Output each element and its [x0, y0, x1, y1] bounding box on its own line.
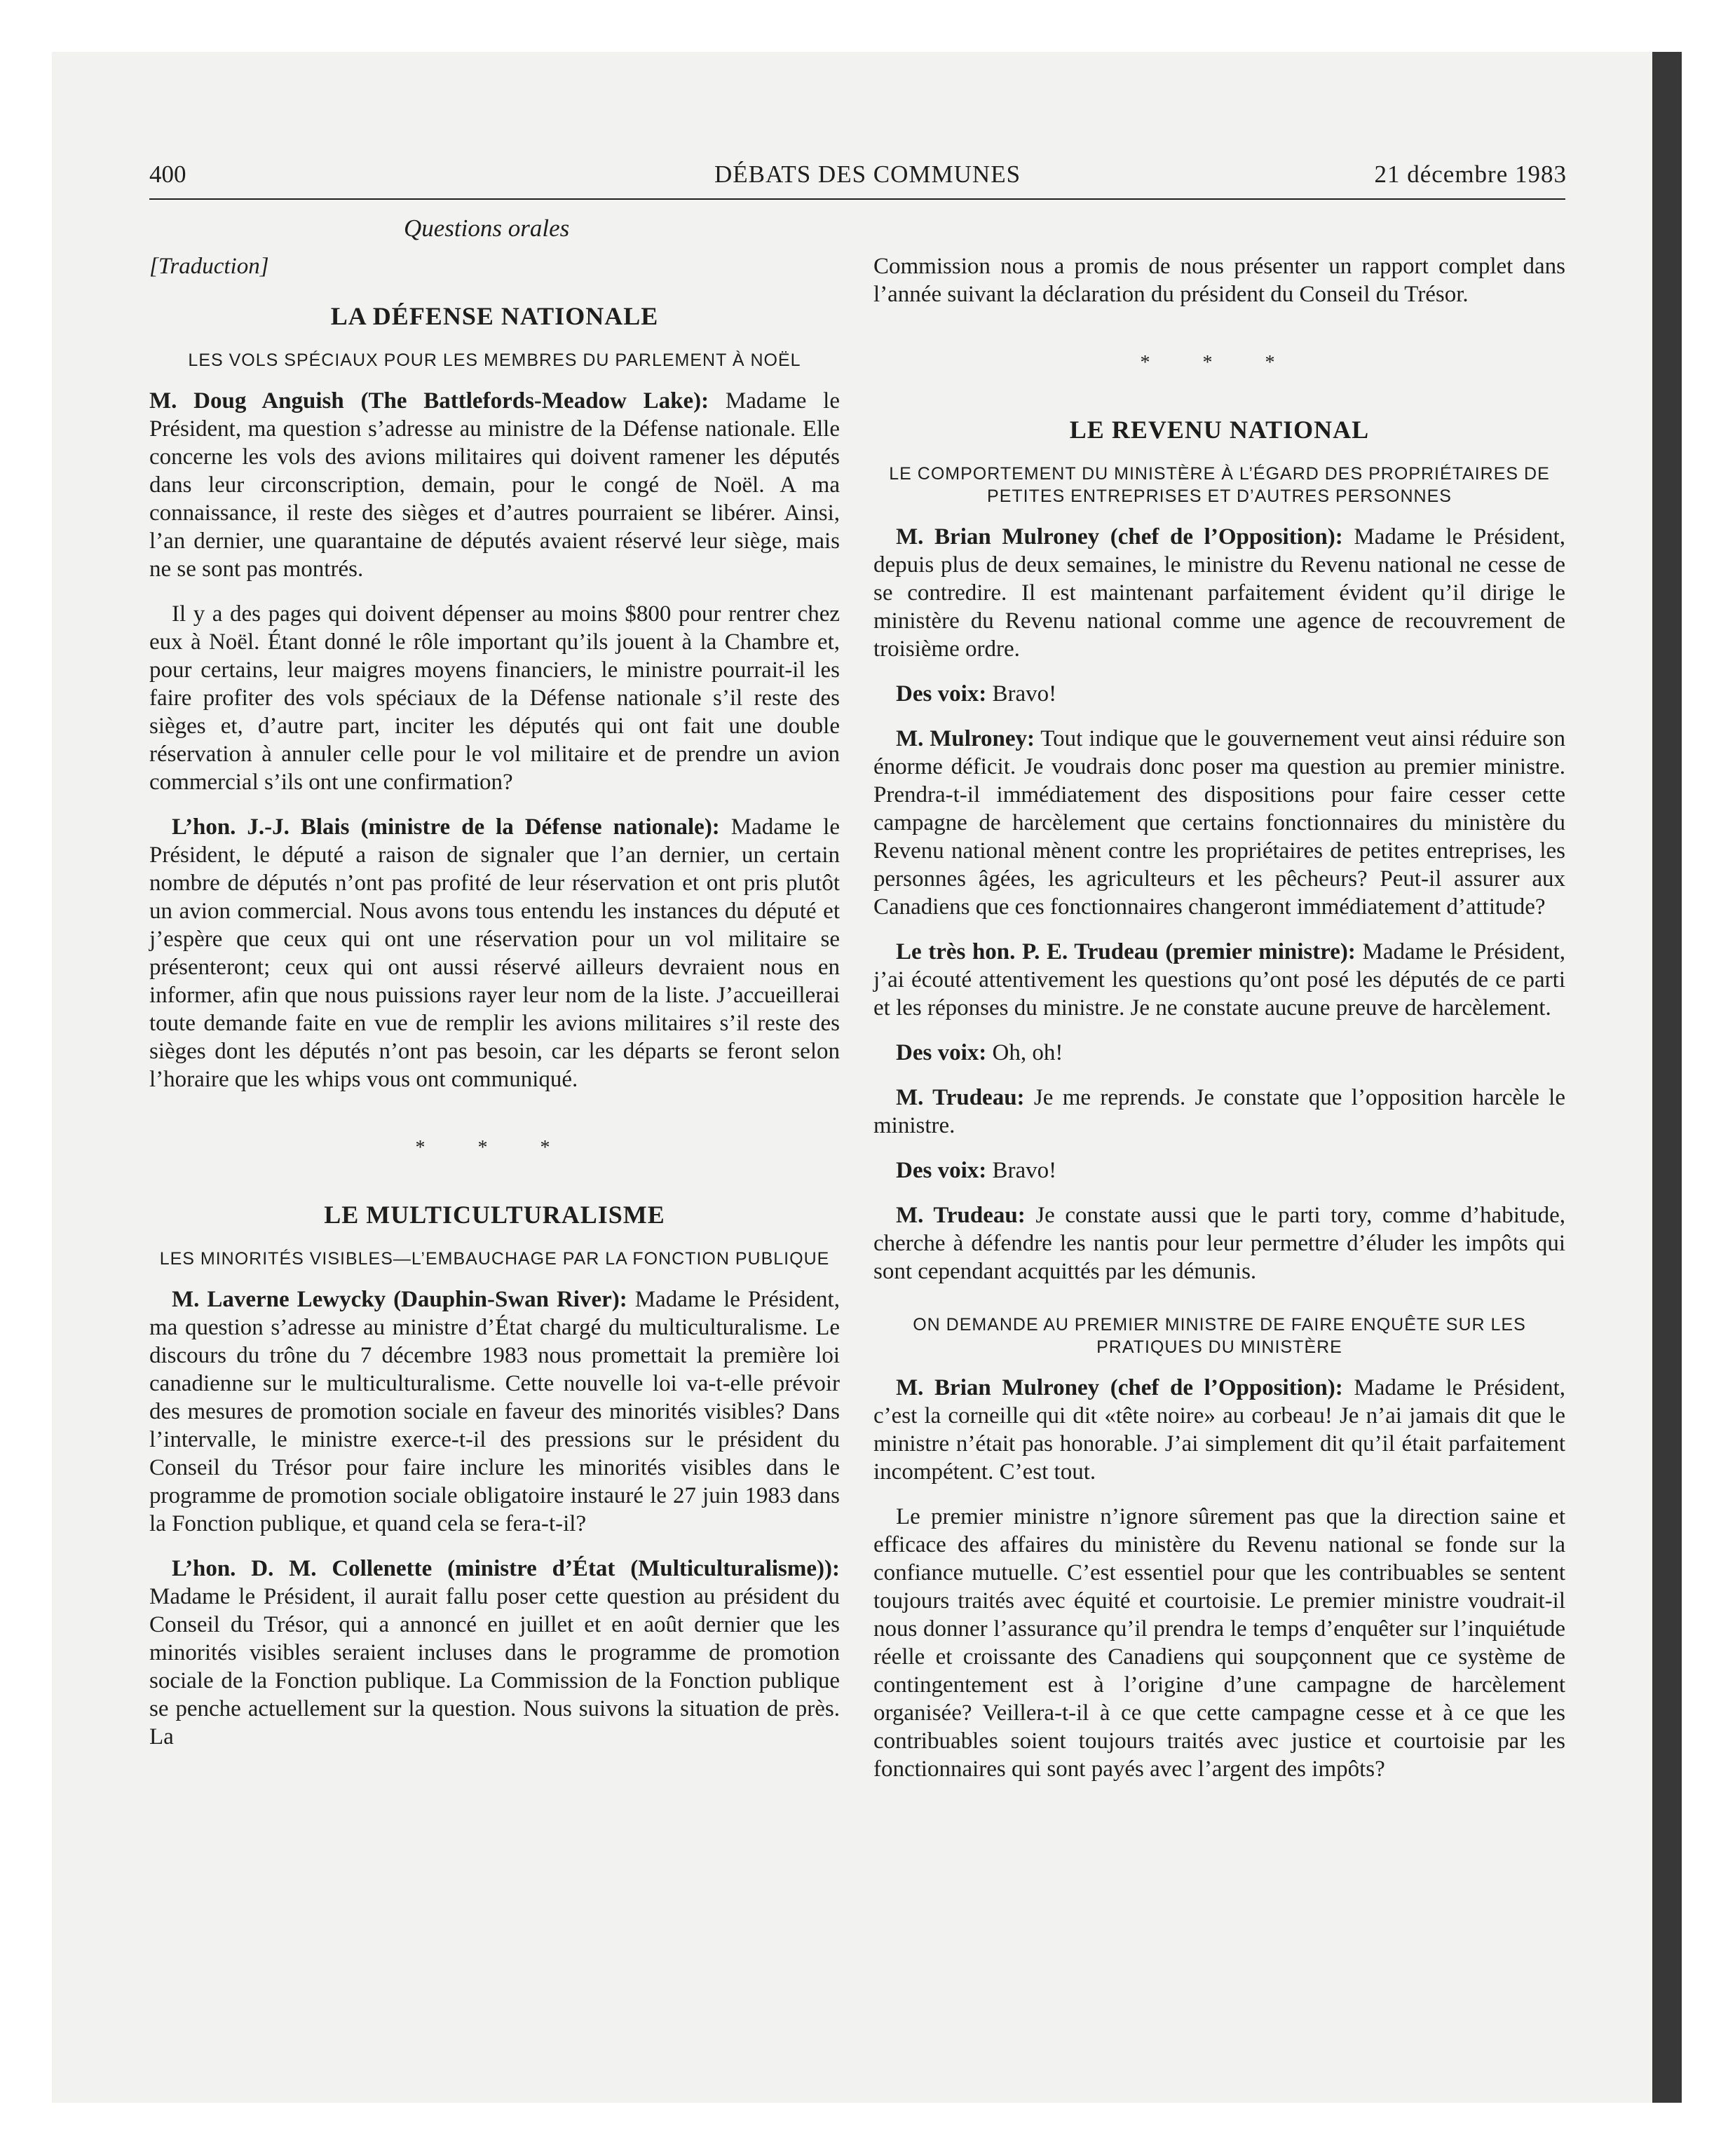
heading-defense-nationale: LA DÉFENSE NATIONALE	[330, 302, 659, 330]
subheading-minorites-visibles: LES MINORITÉS VISIBLES—L’EMBAUCHAGE PAR LA FONCTION PUBLIQUE	[159, 1249, 830, 1269]
page-date: 21 décembre 1983	[1374, 161, 1567, 188]
heading-multiculturalisme: LE MULTICULTURALISME	[324, 1201, 665, 1229]
publication-title: DÉBATS DES COMMUNES	[714, 161, 1021, 188]
speaker: L’hon. J.-J. Blais (ministre de la Défense nationale):	[172, 814, 720, 840]
right-column	[873, 252, 1565, 1783]
paragraph	[149, 387, 840, 583]
speaker: M. Brian Mulroney (chef de l’Opposition):	[896, 524, 1343, 550]
paragraph	[149, 1555, 840, 1751]
speaker: M. Brian Mulroney (chef de l’Opposition):	[896, 1375, 1343, 1400]
translation-note: [Traduction]	[149, 254, 269, 279]
paragraph	[873, 725, 1565, 921]
paragraph	[873, 1084, 1565, 1140]
speaker: M. Trudeau:	[896, 1203, 1026, 1228]
paragraph	[873, 1201, 1565, 1285]
speech-text: Madame le Président, ma question s’adresse au ministre de la Défense nationale. Elle concerne les vols des avions militaires qui doivent ramener les députés dans leur circonscription, demain, pour le congé de Noël. A ma connaissance, il reste des sièges et d’autres pourraient se libérer. Ainsi, l’an dernier, une quarantaine de députés avaient réservé leur siège, mais ne se sont pas montrés.	[149, 388, 840, 582]
section-label: Questions orales	[404, 214, 570, 242]
speech-text: Bravo!	[986, 1158, 1057, 1183]
speech-text: Madame le Président, ma question s’adresse au ministre d’État chargé du multiculturalisme. Le discours du trône du 7 décembre 1983 nous promettait la première loi canadienne sur le multiculturalisme. Cette nouvelle loi va-t-elle prévoir des mesures de promotion sociale en faveur des minorités visibles? Dans l’intervalle, le ministre exerce-t-il des pressions sur le président du Conseil du Trésor pour faire inclure les minorités visibles dans le programme de promotion sociale obligatoire instauré le 27 juin 1983 dans la Fonction publique, et quand cela se fera-t-il?	[149, 1287, 840, 1536]
speech-text: Bravo!	[986, 681, 1057, 707]
header-rule	[149, 198, 1565, 200]
page-number: 400	[149, 161, 186, 188]
left-column	[149, 252, 840, 1751]
paragraph	[149, 1285, 840, 1538]
speech-text: Madame le Président, j’ai écouté attentivement les questions qu’ont posé les députés de ce parti et les réponses du ministre. Je ne constate aucune preuve de harcèlement.	[873, 939, 1566, 1021]
paragraph: Le premier ministre n’ignore sûrement pas que la direction saine et efficace des affaires du ministère du Revenu national se fonde sur la confiance mutuelle. C’est essentiel pour que les contribuables se sentent toujours traités avec équité et courtoisie. Le premier ministre voudrait-il nous donner l’assurance qu’il prendra le temps d’enquêter sur l’inquiétude réelle et croissante des Canadiens qui soupçonnent que ce système de contingentement est à l’origine d’une campagne de harcèlement organisée? Veillera-t-il à ce que cette campagne cesse et à ce que les contribuables soient toujours traités avec justice et courtoisie par les fonctionnaires qui sont payés avec l’argent des impôts?	[873, 1504, 1565, 1782]
speaker: M. Mulroney:	[896, 726, 1035, 751]
paragraph	[873, 938, 1565, 1022]
heading-revenu-national: LE REVENU NATIONAL	[1069, 416, 1370, 444]
speaker: M. Laverne Lewycky (Dauphin-Swan River):	[172, 1287, 627, 1312]
speaker: Le très hon. P. E. Trudeau (premier ministre):	[896, 939, 1356, 964]
speech-text: Je me reprends. Je constate que l’opposition harcèle le ministre.	[873, 1085, 1565, 1138]
paragraph	[873, 1374, 1565, 1486]
scan-edge-bar	[1652, 52, 1682, 2103]
paragraph-continuation: Commission nous a promis de nous présenter un rapport complet dans l’année suivant la déclaration du président du Conseil du Trésor.	[873, 254, 1565, 307]
subheading-comportement-ministere: LE COMPORTEMENT DU MINISTÈRE À L’ÉGARD DES PROPRIÉTAIRES DE PETITES ENTREPRISES ET D’AUTRES PERSONNES	[889, 464, 1550, 506]
speaker: Des voix:	[896, 1158, 987, 1183]
speaker: M. Doug Anguish (The Battlefords-Meadow Lake):	[149, 388, 709, 414]
speech-text: Madame le Président, le député a raison de signaler que l’an dernier, un certain nombre de députés n’ont pas profité de leur réservation et ont pris plutôt un avion commercial. Nous avons tous entendu les instances du député et j’espère que ceux qui ont une réservation pour un vol militaire se présenteront; ceux qui ont aussi réservé ailleurs devraient nous en informer, afin que nous puissions rayer leur nom de la liste. J’accueillerai toute demande faite en vue de remplir les avions militaires s’il reste des sièges dont les députés n’ont pas besoin, car les départs se feront selon l’horaire que les whips vous ont communiqué.	[149, 814, 840, 1092]
section-separator: * * *	[415, 1137, 574, 1159]
speaker: Des voix:	[896, 681, 987, 707]
subheading-enquete-pratiques: ON DEMANDE AU PREMIER MINISTRE DE FAIRE ENQUÊTE SUR LES PRATIQUES DU MINISTÈRE	[913, 1315, 1526, 1357]
subheading-vols-speciaux: LES VOLS SPÉCIAUX POUR LES MEMBRES DU PARLEMENT À NOËL	[188, 350, 801, 370]
speech-text: Je constate aussi que le parti tory, comme d’habitude, cherche à défendre les nantis pour leur permettre d’éluder les impôts qui sont cependant acquittés par les démunis.	[873, 1203, 1565, 1284]
speech-text: Oh, oh!	[986, 1040, 1063, 1065]
paragraph	[873, 1157, 1565, 1185]
section-separator: * * *	[1140, 352, 1299, 374]
paragraph	[873, 523, 1565, 663]
paragraph: Il y a des pages qui doivent dépenser au moins $800 pour rentrer chez eux à Noël. Étant donné le rôle important qu’ils jouent à la Chambre et, pour certains, leur maigres moyens financiers, le ministre pourrait-il les faire profiter des vols spéciaux de la Défense nationale s’il reste des sièges et, d’autre part, inciter les députés qui ont fait une double réservation à annuler celle pour le vol militaire et de prendre un avion commercial s’ils ont une confirmation?	[149, 601, 840, 795]
speaker: Des voix:	[896, 1040, 987, 1065]
speaker: L’hon. D. M. Collenette (ministre d’État (Multiculturalisme)):	[172, 1556, 840, 1581]
speech-text: Tout indique que le gouvernement veut ainsi réduire son énorme déficit. Je voudrais donc poser ma question au premier ministre. Prendra-t-il immédiatement des dispositions pour faire cesser cette campagne de harcèlement que certains fonctionnaires du ministère du Revenu national mènent contre les propriétaires de petites entreprises, les personnes âgées, les agriculteurs et les pêcheurs? Peut-il assurer aux Canadiens que ces fonctionnaires changeront immédiatement d’attitude?	[873, 726, 1565, 920]
paragraph	[873, 680, 1565, 708]
paragraph	[149, 813, 840, 1093]
speech-text: Madame le Président, il aurait fallu poser cette question au président du Conseil du Trésor, qui a annoncé en juillet et en août dernier que les minorités visibles seraient incluses dans le programme de promotion sociale de la Fonction publique. La Commission de la Fonction publique se penche actuellement sur la question. Nous suivons la situation de près. La	[149, 1584, 840, 1749]
speech-text: Madame le Président, depuis plus de deux semaines, le ministre du Revenu national ne cesse de se contredire. Il est maintenant parfaitement évident qu’il dirige le ministère du Revenu national comme une agence de recouvrement de troisième ordre.	[873, 524, 1566, 662]
speech-text: Madame le Président, c’est la corneille qui dit «tête noire» au corbeau! Je n’ai jamais dit que le ministre n’était pas honorable. J’ai simplement dit qu’il était parfaitement incompétent. C’est tout.	[873, 1375, 1566, 1485]
speaker: M. Trudeau:	[896, 1085, 1025, 1110]
paragraph	[873, 1039, 1565, 1067]
